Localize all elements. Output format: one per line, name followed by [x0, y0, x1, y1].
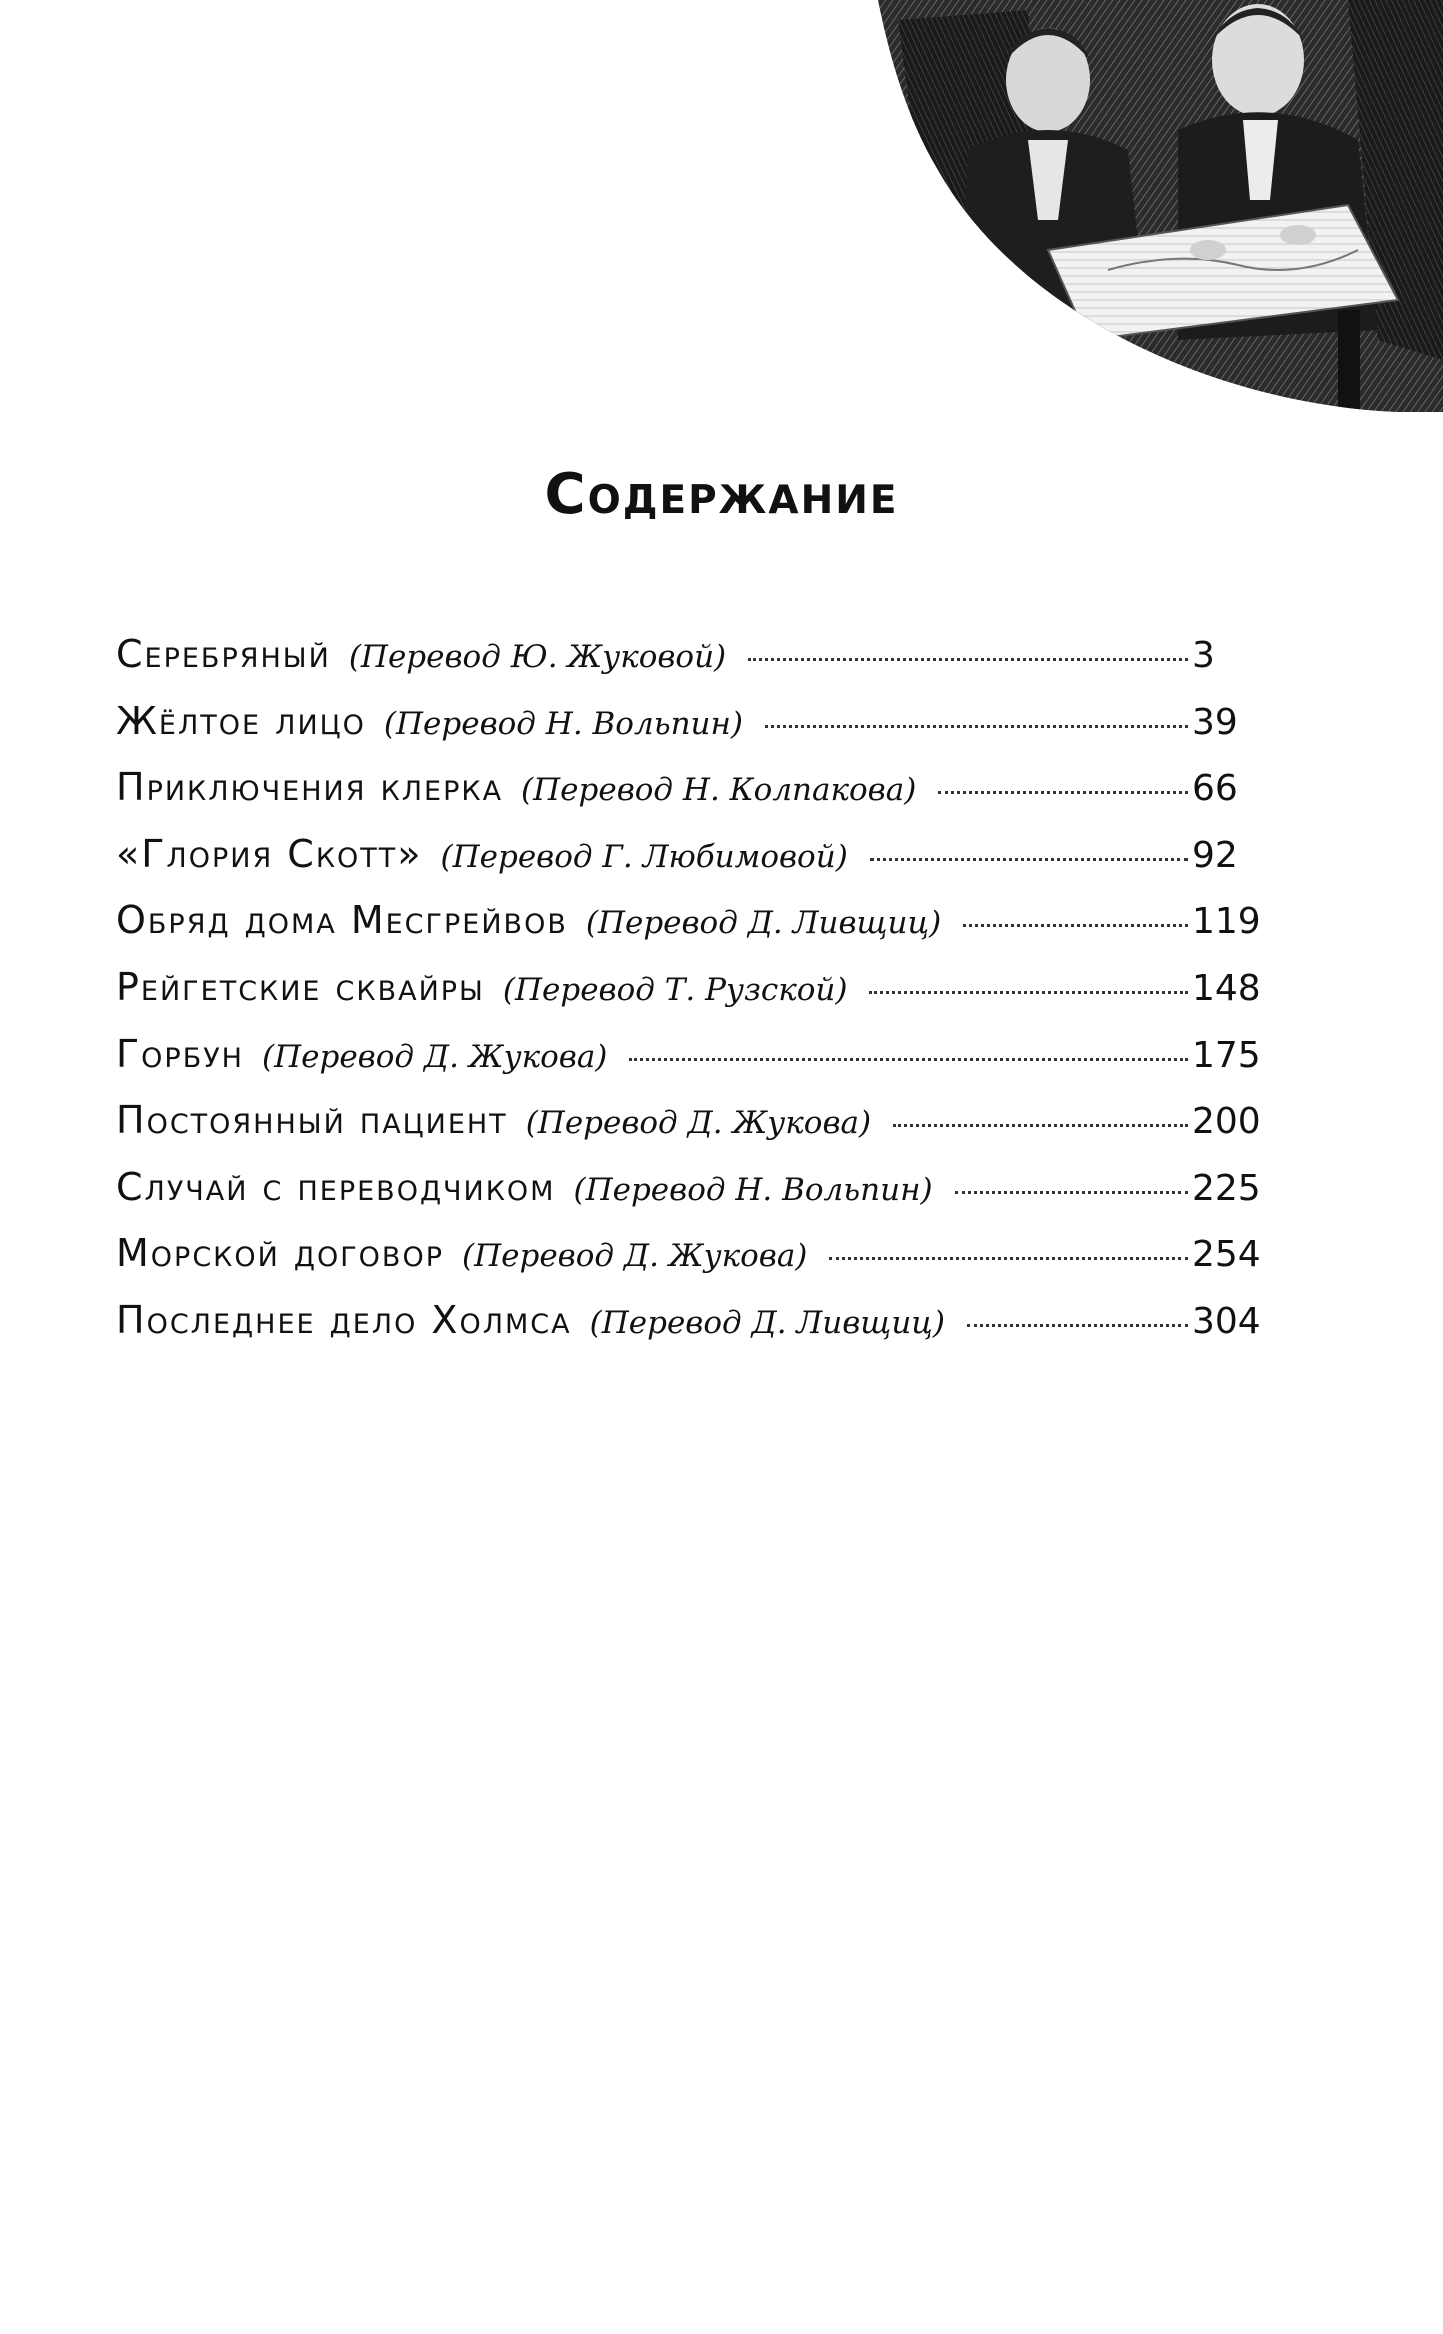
dot-leader [955, 1191, 1188, 1194]
dot-leader [829, 1257, 1188, 1260]
toc-entry-translator: (Перевод Н. Вольпин) [573, 1171, 933, 1208]
toc-entry-translator: (Перевод Ю. Жуковой) [348, 639, 727, 675]
dot-leader [765, 725, 1188, 728]
toc-entry-title: Последнее дело Холмса [116, 1297, 572, 1342]
toc-entry-translator: (Перевод Н. Вольпин) [383, 705, 744, 742]
toc-entry-page: 225 [1192, 1167, 1261, 1209]
toc-entry[interactable] [116, 1165, 1266, 1232]
toc-entry-translator: (Перевод Д. Ливщиц) [585, 905, 942, 942]
toc-entry-title: Жёлтое лицо [116, 698, 366, 743]
toc-entry-translator: (Перевод Д. Жукова) [525, 1105, 872, 1142]
toc-entry-page: 39 [1192, 701, 1238, 743]
toc-entry[interactable] [116, 898, 1266, 965]
toc-entry-translator: (Перевод Д. Ливщиц) [589, 1304, 946, 1341]
toc-entry-page: 148 [1192, 967, 1261, 1009]
dot-leader [963, 924, 1188, 927]
engraving-illustration [878, 0, 1443, 412]
dot-leader [938, 791, 1188, 794]
toc-entry-page: 92 [1192, 834, 1238, 876]
toc-entry-page: 254 [1192, 1234, 1261, 1276]
dot-leader [893, 1124, 1188, 1127]
toc-entry-translator: (Перевод Д. Жукова) [262, 1038, 608, 1075]
toc-entry[interactable] [116, 632, 1266, 699]
toc-entry-page: 119 [1192, 901, 1261, 943]
toc-entry-title: Постоянный пациент [116, 1098, 508, 1143]
toc-entry[interactable] [116, 699, 1266, 766]
toc-entry-page: 304 [1192, 1300, 1261, 1342]
toc-entry-translator: (Перевод Н. Колпакова) [521, 772, 917, 809]
toc-entry-title: «Глория Скотт» [116, 831, 423, 876]
toc-entry-page: 200 [1192, 1101, 1261, 1143]
toc-entry-page: 66 [1192, 768, 1238, 810]
dot-leader [629, 1058, 1188, 1061]
toc-entry[interactable] [116, 965, 1266, 1032]
toc-entry-translator: (Перевод Г. Любимовой) [440, 838, 848, 875]
dot-leader [870, 858, 1188, 861]
table-of-contents [116, 632, 1266, 1365]
toc-entry-translator: (Перевод Т. Рузской) [502, 971, 848, 1008]
toc-entry-page: 175 [1192, 1034, 1261, 1076]
toc-entry-title: Обряд дома Месгрейвов [116, 898, 568, 943]
toc-entry-title: Рейгетские сквайры [116, 964, 485, 1009]
toc-entry[interactable] [116, 832, 1266, 899]
toc-entry[interactable] [116, 1298, 1266, 1365]
toc-entry-title: Горбун [116, 1031, 244, 1076]
toc-entry[interactable] [116, 765, 1266, 832]
page-title: Содержание [544, 462, 899, 527]
toc-entry-title: Приключения клерка [116, 765, 504, 810]
toc-entry[interactable] [116, 1098, 1266, 1165]
toc-entry[interactable] [116, 1231, 1266, 1298]
toc-entry-page: 3 [1192, 635, 1215, 676]
toc-entry[interactable] [116, 1032, 1266, 1099]
toc-entry-translator: (Перевод Д. Жукова) [462, 1238, 808, 1275]
dot-leader [967, 1324, 1188, 1327]
toc-entry-title: Случай с переводчиком [116, 1164, 556, 1209]
dot-leader [748, 658, 1188, 661]
dot-leader [869, 991, 1188, 994]
toc-entry-title: Морской договор [116, 1231, 444, 1276]
toc-entry-title: Серебряный [116, 632, 331, 676]
